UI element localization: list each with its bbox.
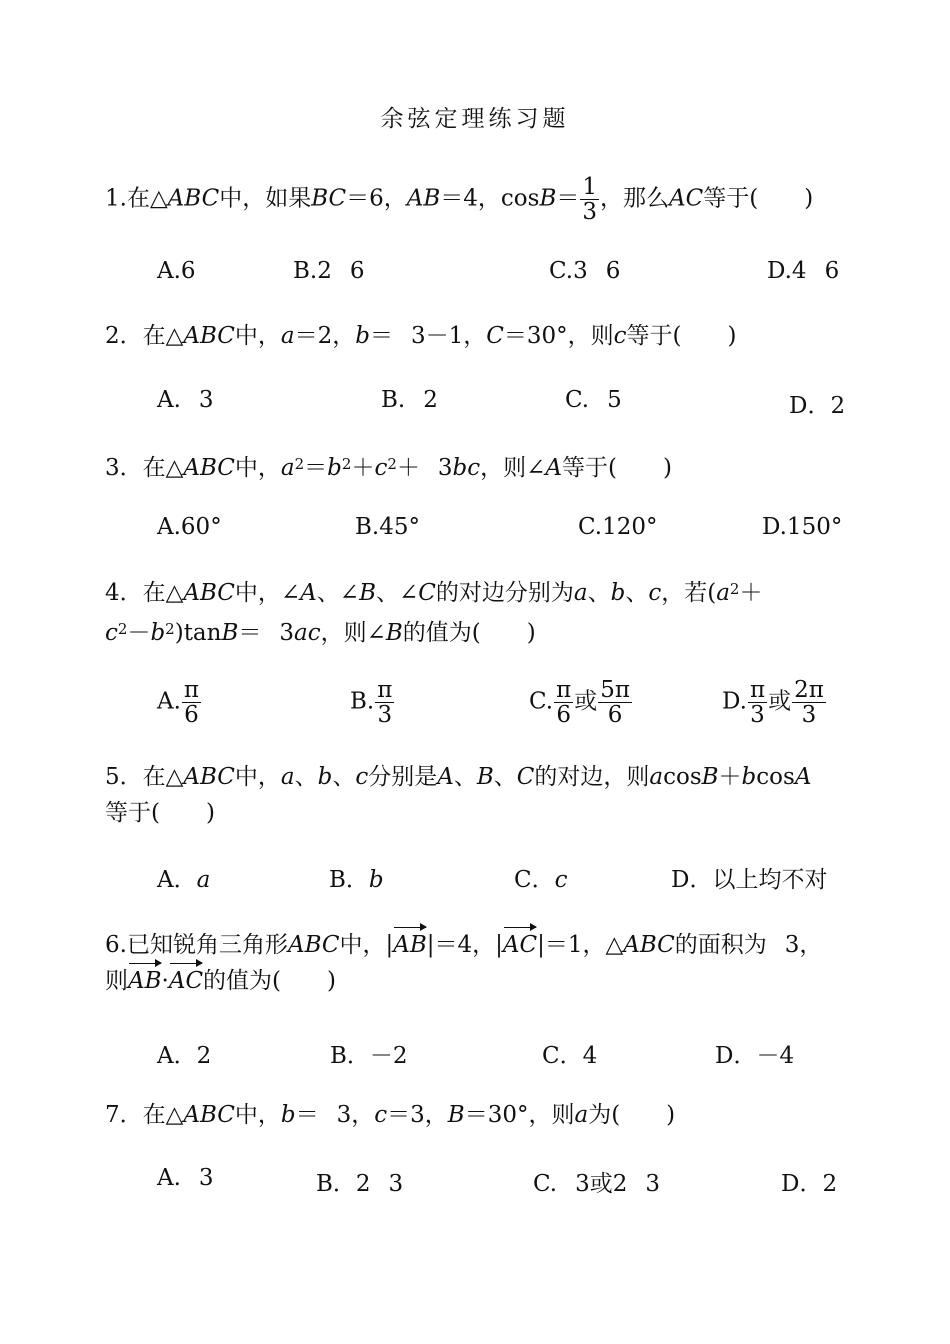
q1-text: 中，如果 — [219, 185, 312, 212]
q2-option-b[interactable] — [381, 387, 438, 413]
denominator: 3 — [801, 702, 817, 729]
option-label: A. — [157, 1165, 181, 1191]
numerator: 2π — [794, 677, 824, 703]
q6-text: 3， — [784, 932, 823, 958]
q3-var: b — [327, 455, 342, 481]
q6-text: 已知锐角三角形 — [126, 932, 288, 958]
q6-text: 则 — [105, 968, 128, 994]
q2-var: ABC — [183, 323, 235, 349]
option-value: 3 — [198, 387, 214, 413]
q3-number: 3． — [105, 455, 143, 481]
q4-var: B — [385, 620, 403, 646]
q5-var: ABC — [183, 764, 235, 790]
q5-text: 、 — [294, 764, 318, 790]
numerator: 5π — [600, 677, 630, 703]
q4-option-c[interactable] — [529, 678, 633, 727]
sqrt-icon — [393, 327, 411, 345]
option-label: B. — [381, 387, 406, 413]
q5-option-c[interactable] — [514, 861, 568, 894]
q5-text: 在△ — [142, 764, 184, 790]
option-label: B．2 — [316, 1171, 371, 1197]
q4-text: 的值为( ) — [402, 620, 536, 646]
q6-option-c[interactable]: C．4 — [542, 1043, 598, 1069]
q7-number: 7． — [105, 1102, 143, 1128]
q4-var: C — [418, 580, 436, 606]
q7-option-a[interactable] — [157, 1165, 214, 1191]
q3-option-d[interactable]: D.150° — [762, 514, 843, 540]
sqrt-icon — [332, 262, 350, 280]
denominator: 3 — [750, 702, 765, 729]
q6-var: ABC — [287, 932, 340, 958]
q3-text: 等于( ) — [562, 455, 672, 481]
q3-var: c — [374, 455, 388, 481]
q2-number: 2． — [105, 323, 143, 349]
q1-var: BC — [311, 185, 347, 212]
option-value: 3 — [388, 1171, 404, 1197]
exponent: 2 — [729, 580, 740, 598]
q2-option-d[interactable] — [789, 387, 845, 420]
question-2 — [105, 318, 850, 354]
q4-option-a[interactable] — [157, 678, 202, 727]
q5-number: 5． — [105, 764, 143, 790]
sqrt-icon — [627, 1175, 645, 1193]
q3-var: bc — [452, 455, 481, 481]
denominator: 3 — [582, 199, 598, 226]
q6-number: 6. — [105, 932, 127, 958]
q5-option-d[interactable]: D．以上均不对 — [671, 867, 828, 893]
q3-text: 中， — [234, 455, 281, 481]
q7-text: 为( ) — [588, 1102, 676, 1128]
vector-ab: AB — [393, 927, 427, 963]
q7-option-b[interactable] — [316, 1165, 403, 1198]
q5-var: a — [649, 764, 664, 790]
option-label: C． — [514, 867, 555, 893]
q4-option-d[interactable] — [722, 678, 827, 727]
or-text: 或 — [574, 688, 598, 715]
q3-text: 3 — [437, 455, 453, 481]
option-label: B.2 — [293, 258, 332, 284]
page-title: 余弦定理练习题 — [380, 106, 570, 132]
q4-options — [157, 678, 847, 734]
numerator: π — [183, 677, 200, 703]
sqrt-icon — [319, 1106, 337, 1124]
q4-var: B — [221, 620, 239, 646]
sqrt-icon — [767, 936, 785, 954]
option-value: 6 — [349, 258, 365, 284]
q3-text: ，则∠ — [480, 455, 546, 481]
question-4 — [105, 571, 850, 651]
sqrt-icon — [588, 262, 606, 280]
q6-text: |＝4，| — [426, 932, 503, 958]
q4-var: b — [610, 580, 626, 606]
exponent: 2 — [117, 620, 128, 638]
q1-var: AB — [406, 185, 441, 212]
exponent: 2 — [387, 455, 397, 473]
q4-text: 、∠ — [375, 580, 419, 606]
q4-text: 中，∠ — [234, 580, 301, 606]
option-value: b — [368, 867, 384, 893]
q2-text: ＝2， — [294, 323, 356, 349]
q5-text: cos — [663, 764, 702, 790]
q6-option-d[interactable]: D．－4 — [715, 1043, 795, 1069]
option-label: C. — [565, 387, 590, 413]
q5-text: cos — [756, 764, 795, 790]
q4-var: ABC — [183, 580, 235, 606]
q1-var: AC — [669, 185, 704, 212]
q2-text: ＝30°，则 — [503, 323, 614, 349]
q2-options — [157, 387, 847, 427]
q4-number: 4． — [105, 580, 143, 606]
q3-text: ＋ — [351, 455, 375, 481]
q7-text: ＝30°，则 — [464, 1102, 575, 1128]
q4-text: )tan — [174, 620, 222, 646]
q5-var: A — [437, 764, 454, 790]
q4-var: a — [573, 580, 588, 606]
option-label: C.3 — [549, 258, 588, 284]
sqrt-icon — [261, 624, 279, 642]
q5-options — [157, 861, 847, 901]
option-value: 6 — [824, 258, 840, 284]
q6-text: · — [161, 968, 169, 994]
q2-text: 3－1， — [410, 323, 487, 349]
q3-var: A — [545, 455, 563, 481]
q1-var: ABC — [167, 185, 220, 212]
q2-text: 在△ — [142, 323, 184, 349]
option-label: C. — [529, 688, 554, 715]
q4-var: c — [105, 620, 118, 646]
numerator: 1 — [582, 174, 598, 200]
q4-text: 的对边分别为 — [435, 580, 574, 606]
q5-text: ＋ — [718, 764, 742, 790]
q2-option-a[interactable] — [157, 387, 214, 413]
q7-text: ＝3， — [387, 1102, 448, 1128]
question-6 — [105, 927, 850, 999]
fraction — [598, 678, 632, 727]
q4-text: 、 — [625, 580, 649, 606]
q5-text: 、 — [453, 764, 477, 790]
q1-options — [157, 258, 847, 298]
option-label: C. — [533, 1171, 558, 1197]
q4-text: － — [127, 620, 151, 646]
q6-var: ABC — [623, 932, 675, 958]
denominator: 3 — [377, 702, 393, 729]
vector-ab: AB — [128, 963, 162, 999]
q7-text: 3， — [336, 1102, 375, 1128]
option-label: A． — [157, 867, 197, 893]
q7-text: 在△ — [142, 1102, 184, 1128]
q6-text: 的值为( ) — [203, 968, 336, 994]
option-value: 2 — [423, 387, 438, 413]
q2-var: C — [486, 323, 504, 349]
numerator: π — [556, 677, 572, 703]
q4-var: ac — [294, 620, 321, 646]
q7-var: c — [374, 1102, 388, 1128]
q6-option-a[interactable]: A．2 — [157, 1043, 212, 1069]
option-value: 3 — [198, 1165, 214, 1191]
q3-text: ＝ — [304, 455, 328, 481]
sqrt-icon — [807, 262, 825, 280]
q7-text: 中， — [234, 1102, 281, 1128]
q7-var: ABC — [183, 1102, 235, 1128]
exponent: 2 — [341, 455, 352, 473]
q6-text: 的面积为 — [674, 932, 767, 958]
q5-text: 中， — [234, 764, 281, 790]
q5-text: 等于( ) — [105, 800, 215, 826]
q4-var: B — [359, 580, 376, 606]
q3-var: a — [280, 455, 295, 481]
sqrt-icon — [420, 459, 438, 477]
q1-text: ＝ — [556, 185, 580, 212]
q2-var: c — [613, 323, 627, 349]
q1-text: 等于( ) — [703, 185, 814, 212]
q7-var: B — [447, 1102, 465, 1128]
q3-text: 在△ — [142, 455, 184, 481]
q4-text: ，若( — [661, 580, 717, 606]
q3-option-b[interactable]: B.45° — [355, 514, 420, 540]
q2-text: ＝ — [369, 323, 393, 349]
option-value: c — [554, 867, 568, 893]
q1-var: B — [539, 185, 557, 212]
fraction — [182, 678, 201, 727]
q5-text: 的对边，则 — [534, 764, 650, 790]
q5-text: 、 — [332, 764, 356, 790]
q5-var: c — [355, 764, 369, 790]
q5-var: B — [476, 764, 494, 790]
q3-options — [157, 514, 847, 554]
sqrt-icon — [405, 391, 423, 409]
sqrt-icon — [181, 1169, 199, 1187]
q2-option-c[interactable] — [565, 387, 622, 413]
denominator: 6 — [607, 702, 623, 729]
option-value: 3 — [645, 1171, 661, 1197]
denominator: 6 — [184, 702, 199, 729]
option-label: D. — [722, 688, 747, 715]
q4-var: b — [150, 620, 166, 646]
q1-number: 1. — [105, 185, 127, 212]
q2-var: a — [280, 323, 295, 349]
fraction — [748, 678, 767, 727]
q4-text: ，则∠ — [320, 620, 386, 646]
sqrt-icon — [589, 391, 607, 409]
q5-var: C — [516, 764, 535, 790]
q4-var: a — [716, 580, 730, 606]
option-value: a — [196, 867, 211, 893]
q5-text: 分别是 — [368, 764, 438, 790]
option-label: B． — [329, 867, 369, 893]
sqrt-icon — [181, 391, 199, 409]
q4-text: 、 — [587, 580, 611, 606]
q1-option-b[interactable] — [293, 258, 365, 284]
q5-var: B — [701, 764, 719, 790]
vector-ac: AC — [503, 927, 537, 963]
q5-option-b[interactable] — [329, 861, 384, 894]
option-value: 5 — [607, 387, 622, 413]
vector-ac: AC — [169, 963, 203, 999]
q4-text: ＝ — [238, 620, 262, 646]
q3-var: ABC — [183, 455, 235, 481]
q7-text: ＝ — [295, 1102, 319, 1128]
question-3 — [105, 446, 850, 486]
q3-option-a[interactable]: A.60° — [157, 514, 222, 540]
fraction — [375, 678, 394, 727]
sqrt-icon — [371, 1175, 389, 1193]
option-label: A.6 — [157, 258, 196, 284]
q3-text: ＋ — [396, 455, 420, 481]
q5-text: 、 — [493, 764, 517, 790]
q6-options — [157, 1037, 847, 1077]
q4-var: c — [648, 580, 662, 606]
question-1 — [105, 175, 850, 224]
numerator: π — [749, 677, 766, 703]
q5-var: a — [280, 764, 295, 790]
fraction — [792, 678, 826, 727]
q6-text: |＝1，△ — [537, 932, 624, 958]
q4-text: 、∠ — [316, 580, 360, 606]
q1-text: ，那么 — [600, 185, 670, 212]
numerator: π — [377, 677, 393, 703]
exponent: 2 — [165, 620, 175, 638]
option-value: 6 — [605, 258, 621, 284]
q1-option-a[interactable] — [157, 258, 196, 284]
q4-text: ＋ — [739, 580, 763, 606]
q5-var: b — [741, 764, 757, 790]
q1-text: ＝4，cos — [440, 185, 540, 212]
q2-text: 中， — [234, 323, 281, 349]
q2-text: 等于( ) — [626, 323, 737, 349]
option-label: A. — [157, 387, 181, 413]
q7-var: a — [574, 1102, 589, 1128]
q7-option-d[interactable]: D．2 — [781, 1171, 838, 1197]
q7-var: b — [280, 1102, 296, 1128]
q5-var: b — [317, 764, 333, 790]
question-7 — [105, 1097, 850, 1133]
q7-option-c[interactable] — [533, 1165, 660, 1198]
option-value: 3或2 — [575, 1171, 628, 1197]
sqrt-icon — [557, 1175, 575, 1193]
option-label: D．2 — [789, 393, 846, 419]
q5-option-a[interactable] — [157, 861, 210, 894]
q2-var: b — [355, 323, 370, 349]
q3-option-c[interactable]: C.120° — [578, 514, 658, 540]
q1-fraction — [580, 175, 599, 224]
q7-options — [157, 1165, 847, 1205]
q5-var: A — [794, 764, 812, 790]
question-5 — [105, 759, 850, 831]
or-text: 或 — [768, 688, 792, 715]
q4-option-b[interactable] — [350, 678, 395, 727]
q1-option-c[interactable] — [549, 258, 620, 284]
q1-text: 在△ — [126, 185, 168, 212]
q1-option-d[interactable] — [767, 258, 839, 284]
option-label: B. — [350, 688, 375, 715]
q1-text: ＝6， — [346, 185, 407, 212]
q4-var: A — [300, 580, 317, 606]
exponent: 2 — [294, 455, 305, 473]
denominator: 6 — [556, 702, 571, 729]
q4-text: 3 — [279, 620, 295, 646]
option-label: D.4 — [767, 258, 807, 284]
q6-text: 中，| — [339, 932, 394, 958]
option-label: A. — [157, 688, 181, 715]
q4-text: 在△ — [142, 580, 184, 606]
fraction — [554, 678, 573, 727]
q6-option-b[interactable]: B．－2 — [330, 1043, 408, 1069]
